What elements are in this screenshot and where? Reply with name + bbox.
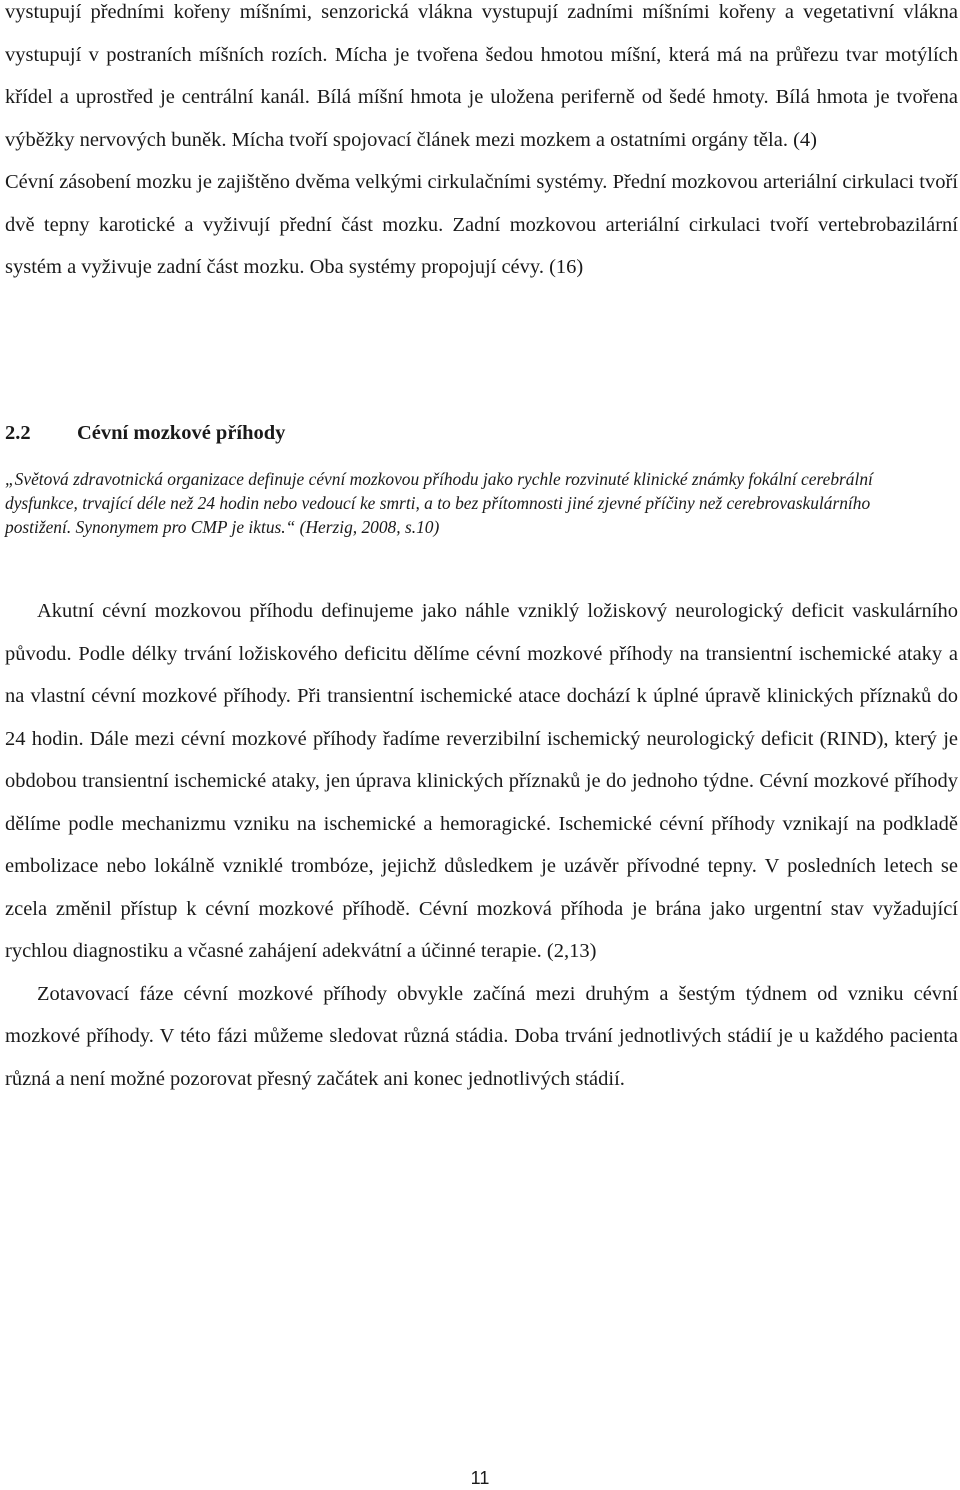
section-heading: [5, 422, 285, 445]
body-text: [5, 590, 958, 1100]
intro-paragraph-1: vystupují předními kořeny míšními, senzorická vlákna vystupují zadními míšními kořeny a vegetativní vlákna vystupují v postraních míšních rozích. Mícha je tvořena šedou hmotou míšní, která má na průřezu tvar motýlích křídel a uprostřed je centrální kanál. Bílá míšní hmota je uložena periferně od šedé hmoty. Bílá hmota je tvořena výběžky nervových buněk. Mícha tvoří spojovací článek mezi mozkem a ostatními orgány těla. (4): [5, 1, 958, 151]
page-number: 11: [470, 1468, 490, 1488]
section-title: Cévní mozkové příhody: [77, 422, 286, 444]
intro-paragraph-2: Cévní zásobení mozku je zajištěno dvěma velkými cirkulačními systémy. Přední mozkovou arteriální cirkulaci tvoří dvě tepny karotické a vyživují přední část mozku. Zadní mozkovou arteriální cirkulaci tvoří vertebrobazilární systém a vyživuje zadní část mozku. Oba systémy propojují cévy. (16): [5, 171, 958, 278]
body-paragraph-2: Zotavovací fáze cévní mozkové příhody obvykle začíná mezi druhým a šestým týdnem od vzniku cévní mozkové příhody. V této fázi můžeme sledovat různá stádia. Doba trvání jednotlivých stádií je u každého pacienta různá a není možné pozorovat přesný začátek ani konec jednotlivých stádií.: [5, 982, 958, 1090]
document-page: [5, 0, 958, 1090]
section-number: 2.2: [5, 422, 31, 444]
body-paragraph-1: Akutní cévní mozkovou příhodu definujeme jako náhle vzniklý ložiskový neurologický deficit vaskulárního původu. Podle délky trvání ložiskového deficitu dělíme cévní mozkové příhody na transientní ischemické ataky a na vlastní cévní mozkové příhody. Při transientní ischemické atace dochází k úplné úpravě klinických příznaků do 24 hodin. Dále mezi cévní mozkové příhody řadíme reverzibilní ischemický neurologický deficit (RIND), který je obdobou transientní ischemické ataky, jen úprava klinických příznaků je do jednoho týdne. Cévní mozkové příhody dělíme podle mechanizmu vzniku na ischemické a hemoragické. Ischemické cévní příhody vznikají na podkladě embolizace nebo lokálně vzniklé trombóze, jejichž důsledkem je uzávěr přívodné tepny. V posledních letech se zcela změnil přístup k cévní mozkové příhodě. Cévní mozková příhoda je brána jako urgentní stav vyžadující rychlou diagnostiku a včasné zahájení adekvátní a účinné terapie. (2,13): [5, 600, 958, 962]
definition-quote: „Světová zdravotnická organizace definuje cévní mozkovou příhodu jako rychle rozvinuté klinické známky fokální cerebrální dysfunkce, trvající déle než 24 hodin nebo vedoucí ke smrti, a to bez přítomnosti jiné zjevné příčiny než cerebrovaskulárního postižení. Synonymem pro CMP je iktus.“ (Herzig, 2008, s.10): [5, 469, 873, 537]
